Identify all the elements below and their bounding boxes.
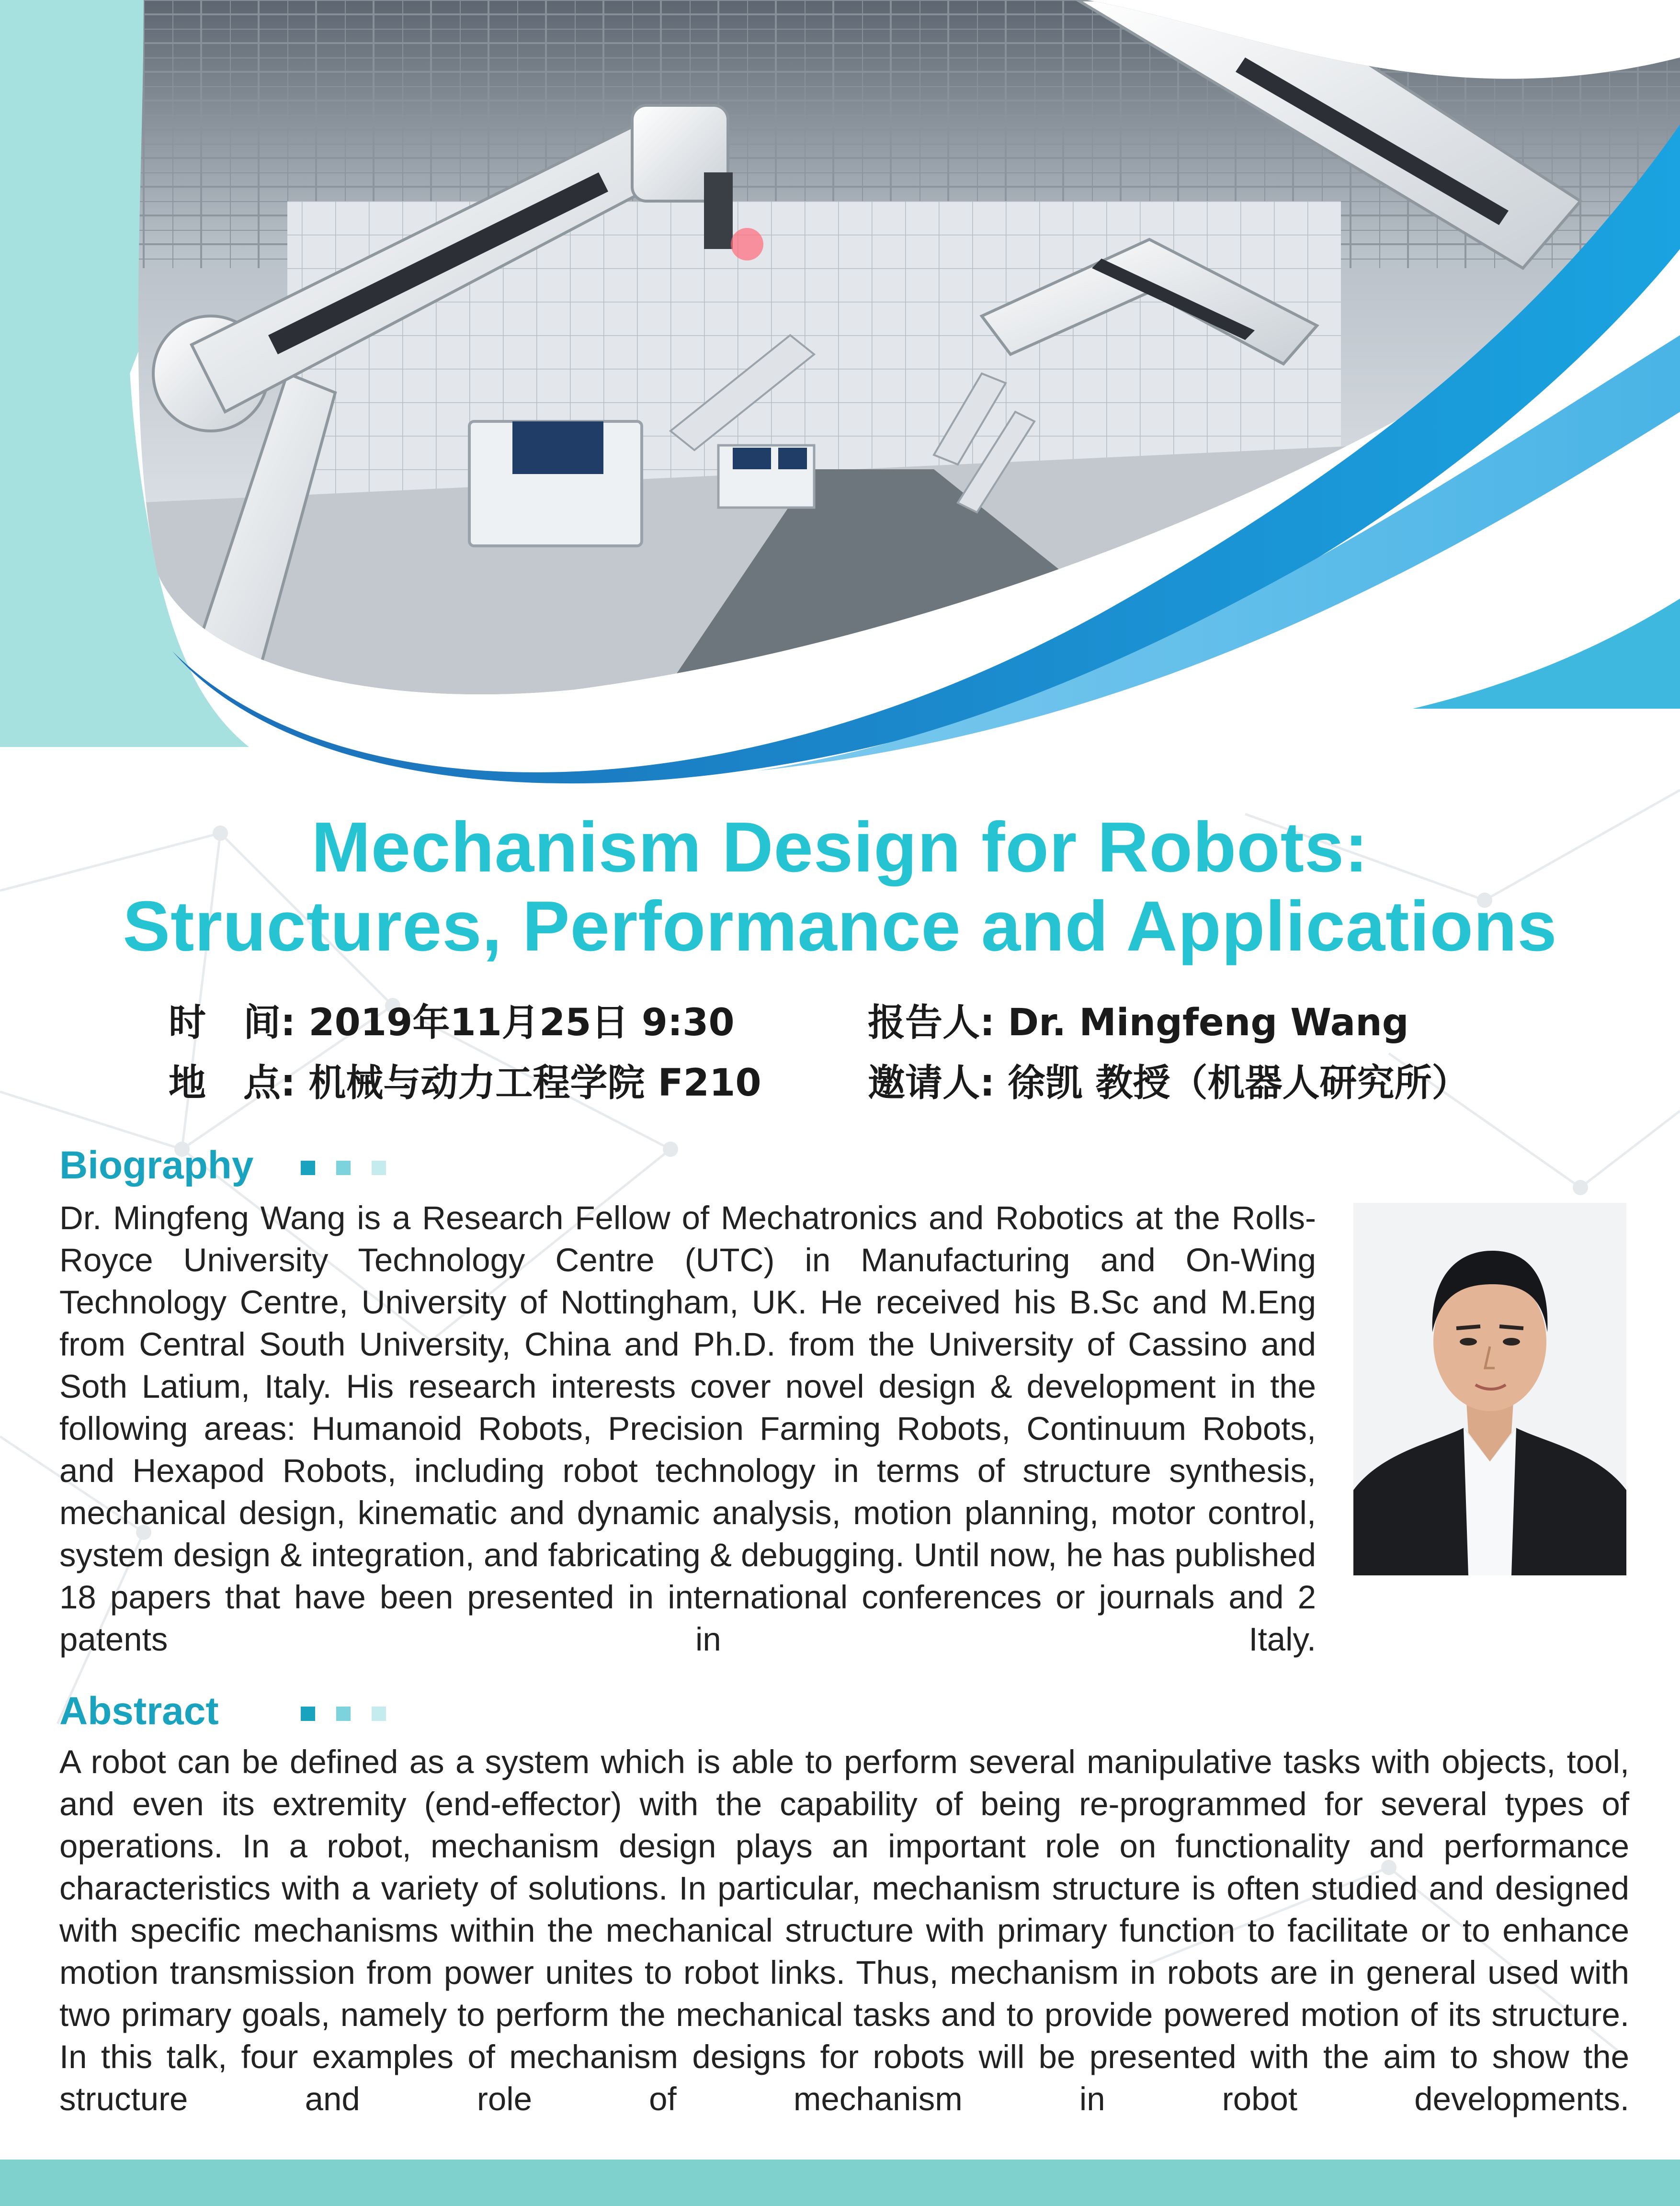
heading-square-icon (372, 1707, 386, 1721)
wave-teal (1413, 599, 1680, 709)
heading-square-icon (336, 1707, 351, 1721)
speaker-value: Dr. Mingfeng Wang (1008, 1001, 1409, 1044)
place-label: 地 点: (169, 1062, 296, 1105)
info-speaker (868, 999, 1409, 1047)
heading-square-icon (301, 1707, 315, 1721)
inviter-label: 邀请人: (868, 1062, 995, 1105)
speaker-photo (1353, 1203, 1626, 1575)
title-line-1: Mechanism Design for Robots: (311, 808, 1369, 887)
heading-square-icon (372, 1161, 386, 1175)
hero-banner (0, 0, 1680, 814)
title-line-2: Structures, Performance and Applications (123, 887, 1557, 966)
abstract-text: A robot can be defined as a system which is able to perform several manipulative tasks with objects, tool, and even its extremity (end-effector) with the capability of being re-programmed for several types of operations. In a robot, mechanism design plays an important role on functionality and performance characteristics with a variety of solutions. In particular, mechanism structure is often studied and designed with specific mechanisms within the mechanical structure with primary function to facilitate or to enhance motion transmission from power unites to robot links. Thus, mechanism in robots are in general used with two primary goals, namely to perform the mechanical tasks and to provide powered motion of its structure. In this talk, four examples of mechanism designs for robots will be presented with the aim to show the structure and role of mechanism in robot developments. (59, 1743, 1629, 2117)
info-time (169, 999, 735, 1047)
factory-photo (134, 0, 1680, 718)
info-place (169, 1059, 761, 1107)
biography-heading: Biography (59, 1143, 254, 1187)
time-value: 2019年11月25日 9:30 (308, 1001, 735, 1044)
heading-square-icon (301, 1161, 315, 1175)
info-inviter (868, 1059, 1469, 1107)
biography-text: Dr. Mingfeng Wang is a Research Fellow of Mechatronics and Robotics at the Rolls-Royce University Technology Centre (UTC) in Manufacturing and On-Wing Technology Centre, University of Nottingham, UK. He received his B.Sc and M.Eng from Central South University, China and Ph.D. from the University of Cassino and Soth Latium, Italy. His research interests cover novel design & development in the following areas: Humanoid Robots, Precision Farming Robots, Continuum Robots, and Hexapod Robots, including robot technology in terms of structure synthesis, mechanical design, kinematic and dynamic analysis, motion planning, motor control, system design & integration, and fabricating & debugging. Until now, he has published 18 papers that have been presented in international conferences or journals and 2 patents in Italy. (59, 1199, 1316, 1658)
place-value: 机械与动力工程学院 F210 (308, 1062, 761, 1105)
heading-square-icon (336, 1161, 351, 1175)
footer-bar (0, 2160, 1680, 2206)
abstract-heading: Abstract (59, 1689, 219, 1733)
speaker-label: 报告人: (868, 1001, 995, 1044)
inviter-value: 徐凯 教授（机器人研究所） (1008, 1062, 1469, 1105)
time-label: 时 间: (169, 1001, 296, 1044)
